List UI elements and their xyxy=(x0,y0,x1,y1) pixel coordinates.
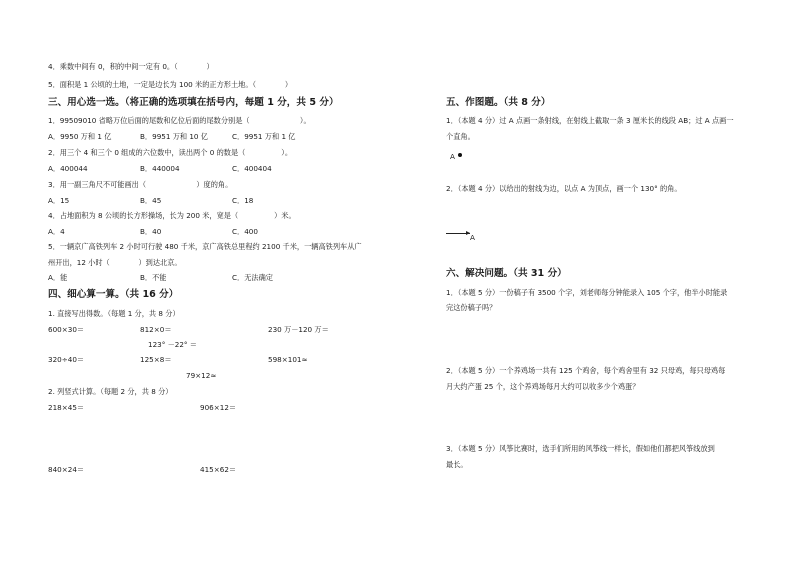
choice-q2-option-c: C．400404 xyxy=(232,164,272,173)
vertical-calc-item: 415×62＝ xyxy=(200,465,237,474)
choice-q3-option-a: A．15 xyxy=(48,196,70,205)
calc-sub1: 1. 直接写出得数。（每题 1 分，共 8 分） xyxy=(48,309,180,318)
drawing-q1-line2: 个直角。 xyxy=(446,132,475,141)
ray-point-a-label: A xyxy=(470,233,475,242)
judge-q4: 4．乘数中间有 0，积的中间一定有 0。（ ） xyxy=(48,62,214,71)
choice-q1-option-c: C．9951 万和 1 亿 xyxy=(232,132,296,141)
choice-q5-line1: 5．一辆京广高铁列车 2 小时可行驶 480 千米，京广高铁总里程约 2100 千米，一辆高铁列车从广 xyxy=(48,242,362,251)
problem-q1-line1: 1．（本题 5 分）一份稿子有 3500 个字，刘老师每分钟能录入 105 个字，他半小时能录 xyxy=(446,288,728,297)
choice-section-heading: 三、用心选一选。（将正确的选项填在括号内，每题 1 分，共 5 分） xyxy=(48,97,339,108)
problems-section-heading: 六、解决问题。（共 31 分） xyxy=(446,268,567,279)
choice-q4-option-c: C．400 xyxy=(232,227,258,236)
choice-q5-option-c: C．无法确定 xyxy=(232,273,273,282)
choice-q5-option-a: A．能 xyxy=(48,273,68,282)
point-a-dot xyxy=(458,153,462,157)
choice-q1: 1．99509010 省略万位后面的尾数和亿位后面的尾数分别是（ ）。 xyxy=(48,116,311,125)
choice-q2-option-a: A．400044 xyxy=(48,164,88,173)
choice-q4-option-a: A．4 xyxy=(48,227,65,236)
choice-q3-option-c: C．18 xyxy=(232,196,254,205)
problem-q1-line2: 完这份稿子吗？ xyxy=(446,303,497,312)
vertical-calc-item: 906×12＝ xyxy=(200,403,237,412)
choice-q4-option-b: B．40 xyxy=(140,227,162,236)
choice-q2: 2．用三个 4 和三个 0 组成的六位数中，读出两个 0 的数是（ ）。 xyxy=(48,148,293,157)
drawing-section-heading: 五、作图题。（共 8 分） xyxy=(446,97,551,108)
choice-q2-option-b: B．440004 xyxy=(140,164,180,173)
choice-q5-line2: 州开出，12 小时（ ）到达北京。 xyxy=(48,258,182,267)
calc-sub2: 2. 列竖式计算。（每题 2 分，共 8 分） xyxy=(48,387,173,396)
choice-q1-option-a: A．9950 万和 1 亿 xyxy=(48,132,112,141)
point-a-label: A xyxy=(450,152,455,161)
calc-section-heading: 四、细心算一算。（共 16 分） xyxy=(48,289,179,300)
judge-q5: 5．面积是 1 公顷的土地，一定是边长为 100 米的正方形土地。（ ） xyxy=(48,80,293,89)
vertical-calc-item: 840×24＝ xyxy=(48,465,85,474)
drawing-q2: 2．（本题 4 分）以给出的射线为边，以点 A 为顶点，画一个 130° 的角。 xyxy=(446,184,682,193)
choice-q3: 3．用一副三角尺不可能画出（ ）度的角。 xyxy=(48,180,233,189)
choice-q4: 4．占地面积为 8 公顷的长方形操场，长为 200 米，宽是（ ）米。 xyxy=(48,211,296,220)
calc-item: 320÷40＝ xyxy=(48,355,85,364)
calc-item: 600×30＝ xyxy=(48,325,85,334)
choice-q3-option-b: B．45 xyxy=(140,196,162,205)
vertical-calc-item: 218×45＝ xyxy=(48,403,85,412)
drawing-q1-line1: 1．（本题 4 分）过 A 点画一条射线，在射线上截取一条 3 厘米长的线段 AB；过 A 点画一 xyxy=(446,116,734,125)
problem-q2-line2: 月大约产蛋 25 个，这个养鸡场每月大约可以收多少个鸡蛋？ xyxy=(446,382,640,391)
calc-item: 123° －22° ＝ xyxy=(148,340,197,349)
calc-item: 598×101≈ xyxy=(268,355,308,364)
calc-item: 79×12≈ xyxy=(186,371,217,380)
choice-q5-option-b: B．不能 xyxy=(140,273,167,282)
calc-item: 812×0＝ xyxy=(140,325,172,334)
problem-q3-line2: 最长。 xyxy=(446,460,468,469)
calc-item: 125×8＝ xyxy=(140,355,172,364)
choice-q1-option-b: B．9951 万和 10 亿 xyxy=(140,132,208,141)
problem-q3-line1: 3．（本题 5 分）风筝比赛时，选手们所用的风筝线一样长，假如他们都把风筝线放到 xyxy=(446,444,715,453)
calc-item: 230 万－120 万＝ xyxy=(268,325,329,334)
problem-q2-line1: 2．（本题 5 分）一个养鸡场一共有 125 个鸡舍，每个鸡舍里有 32 只母鸡，每只母鸡每 xyxy=(446,366,726,375)
